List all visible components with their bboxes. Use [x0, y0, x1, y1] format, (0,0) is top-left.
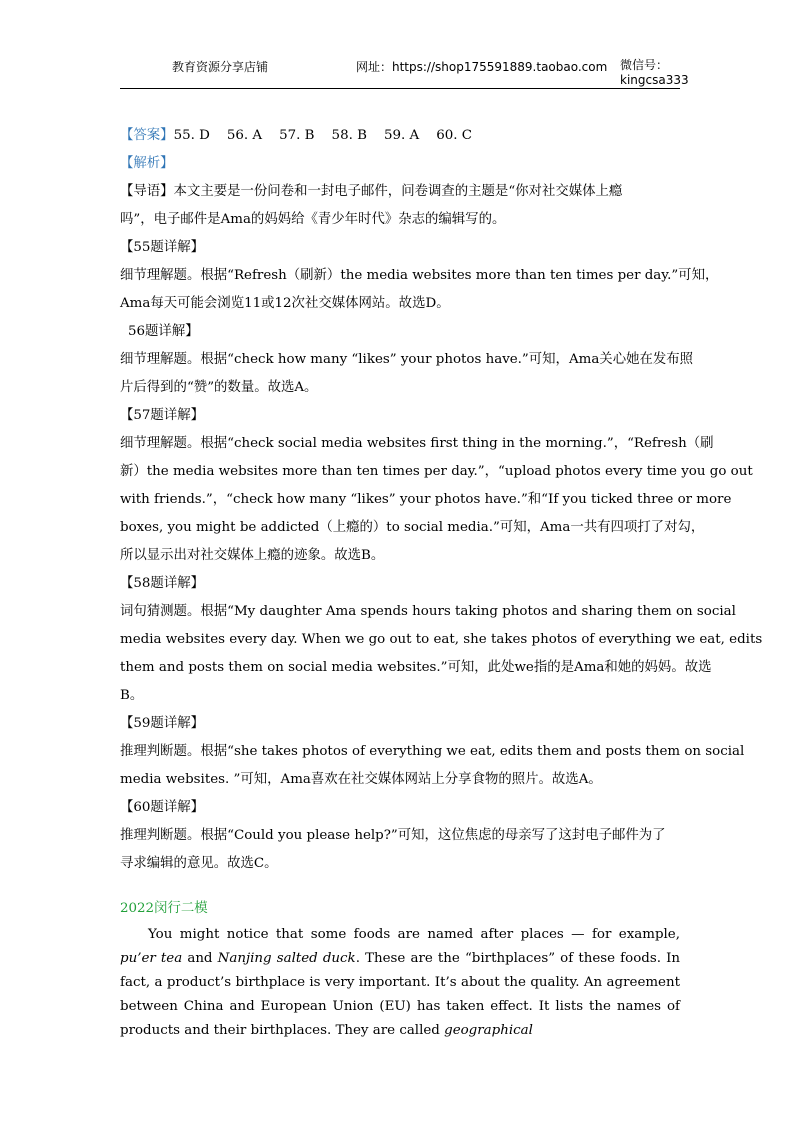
answer-label: 【答案】 — [120, 128, 174, 143]
passage-text: You might notice that some foods are named after places — for example, — [148, 927, 680, 942]
passage-italic-term: Nanjing salted duck — [217, 951, 356, 966]
text-line: 推理判断题。根据“Could you please help?”可知，这位焦虑的母亲写了这封电子邮件为了 — [120, 828, 666, 843]
q59-heading: 【59题详解】 — [120, 716, 204, 731]
header-website: 网址：https://shop175591889.taobao.com — [356, 60, 608, 74]
q57-heading: 【57题详解】 — [120, 408, 204, 423]
passage-text: and — [182, 951, 218, 966]
text-line: 寻求编辑的意见。故选C。 — [120, 856, 278, 871]
text-line: boxes, you might be addicted（上瘾的）to social media.”可知，Ama一共有四项打了对勾， — [120, 520, 705, 535]
text-line: 推理判断题。根据“she takes photos of everything we eat, edits them and posts them on social — [120, 744, 745, 759]
text-line: 片后得到的“赞”的数量。故选A。 — [120, 380, 318, 395]
q56-heading: 56题详解】 — [128, 324, 199, 339]
q60-heading: 【60题详解】 — [120, 800, 204, 815]
document-body — [120, 122, 763, 1043]
text-line: 细节理解题。根据“check social media websites first thing in the morning.”，“Refresh（刷 — [120, 436, 714, 451]
text-line: with friends.”，“check how many “likes” your photos have.”和“If you ticked three or more — [120, 492, 732, 507]
text-line: 细节理解题。根据“check how many “likes” your photos have.”可知，Ama关心她在发布照 — [120, 352, 694, 367]
passage-text: . These are the “birthplaces” of these foods. In fact, a product’s birthplace is very important. It’s about the quality. An agreement between China and European Union (EU) has taken effect. It lists the names of products and their birthplaces. They are called — [120, 951, 680, 1038]
passage-paragraph — [120, 923, 680, 1043]
analysis-label: 【解析】 — [120, 156, 174, 171]
text-line: media websites every day. When we go out to eat, she takes photos of everything we eat, edits — [120, 632, 763, 647]
passage-italic-term: pu’er tea — [120, 951, 183, 966]
q58-heading: 【58题详解】 — [120, 576, 204, 591]
text-line: 吗”，电子邮件是Ama的妈妈给《青少年时代》杂志的编辑写的。 — [120, 212, 506, 227]
text-line: 所以显示出对社交媒体上瘾的迹象。故选B。 — [120, 548, 385, 563]
text-line: 细节理解题。根据“Refresh（刷新）the media websites more than ten times per day.”可知， — [120, 268, 719, 283]
text-line: them and posts them on social media websites.”可知，此处we指的是Ama和她的妈妈。故选 — [120, 660, 712, 675]
passage-italic-term: geographical — [444, 1023, 533, 1038]
header-shop-name: 教育资源分享店铺 — [172, 60, 269, 74]
section-title: 2022闵行二模 — [120, 901, 208, 916]
q55-heading: 【55题详解】 — [120, 240, 204, 255]
text-line: 【导语】本文主要是一份问卷和一封电子邮件，问卷调查的主题是“你对社交媒体上瘾 — [120, 184, 623, 199]
answer-text: 55. D 56. A 57. B 58. B 59. A 60. C — [173, 128, 473, 143]
header-wechat-id: kingcsa333 — [620, 73, 689, 87]
header-wechat — [620, 58, 689, 88]
text-line: 新）the media websites more than ten times per day.”，“upload photos every time you go out — [120, 464, 753, 479]
answer-line — [120, 122, 680, 150]
text-line: 词句猜测题。根据“My daughter Ama spends hours taking photos and sharing them on social — [120, 604, 736, 619]
text-line: B。 — [120, 688, 144, 703]
header-wechat-label: 微信号： — [620, 58, 669, 72]
page-header — [120, 52, 689, 89]
text-line: Ama每天可能会浏览11或12次社交媒体网站。故选D。 — [120, 296, 450, 311]
text-line: media websites. ”可知，Ama喜欢在社交媒体网站上分享食物的照片。故选A。 — [120, 772, 602, 787]
